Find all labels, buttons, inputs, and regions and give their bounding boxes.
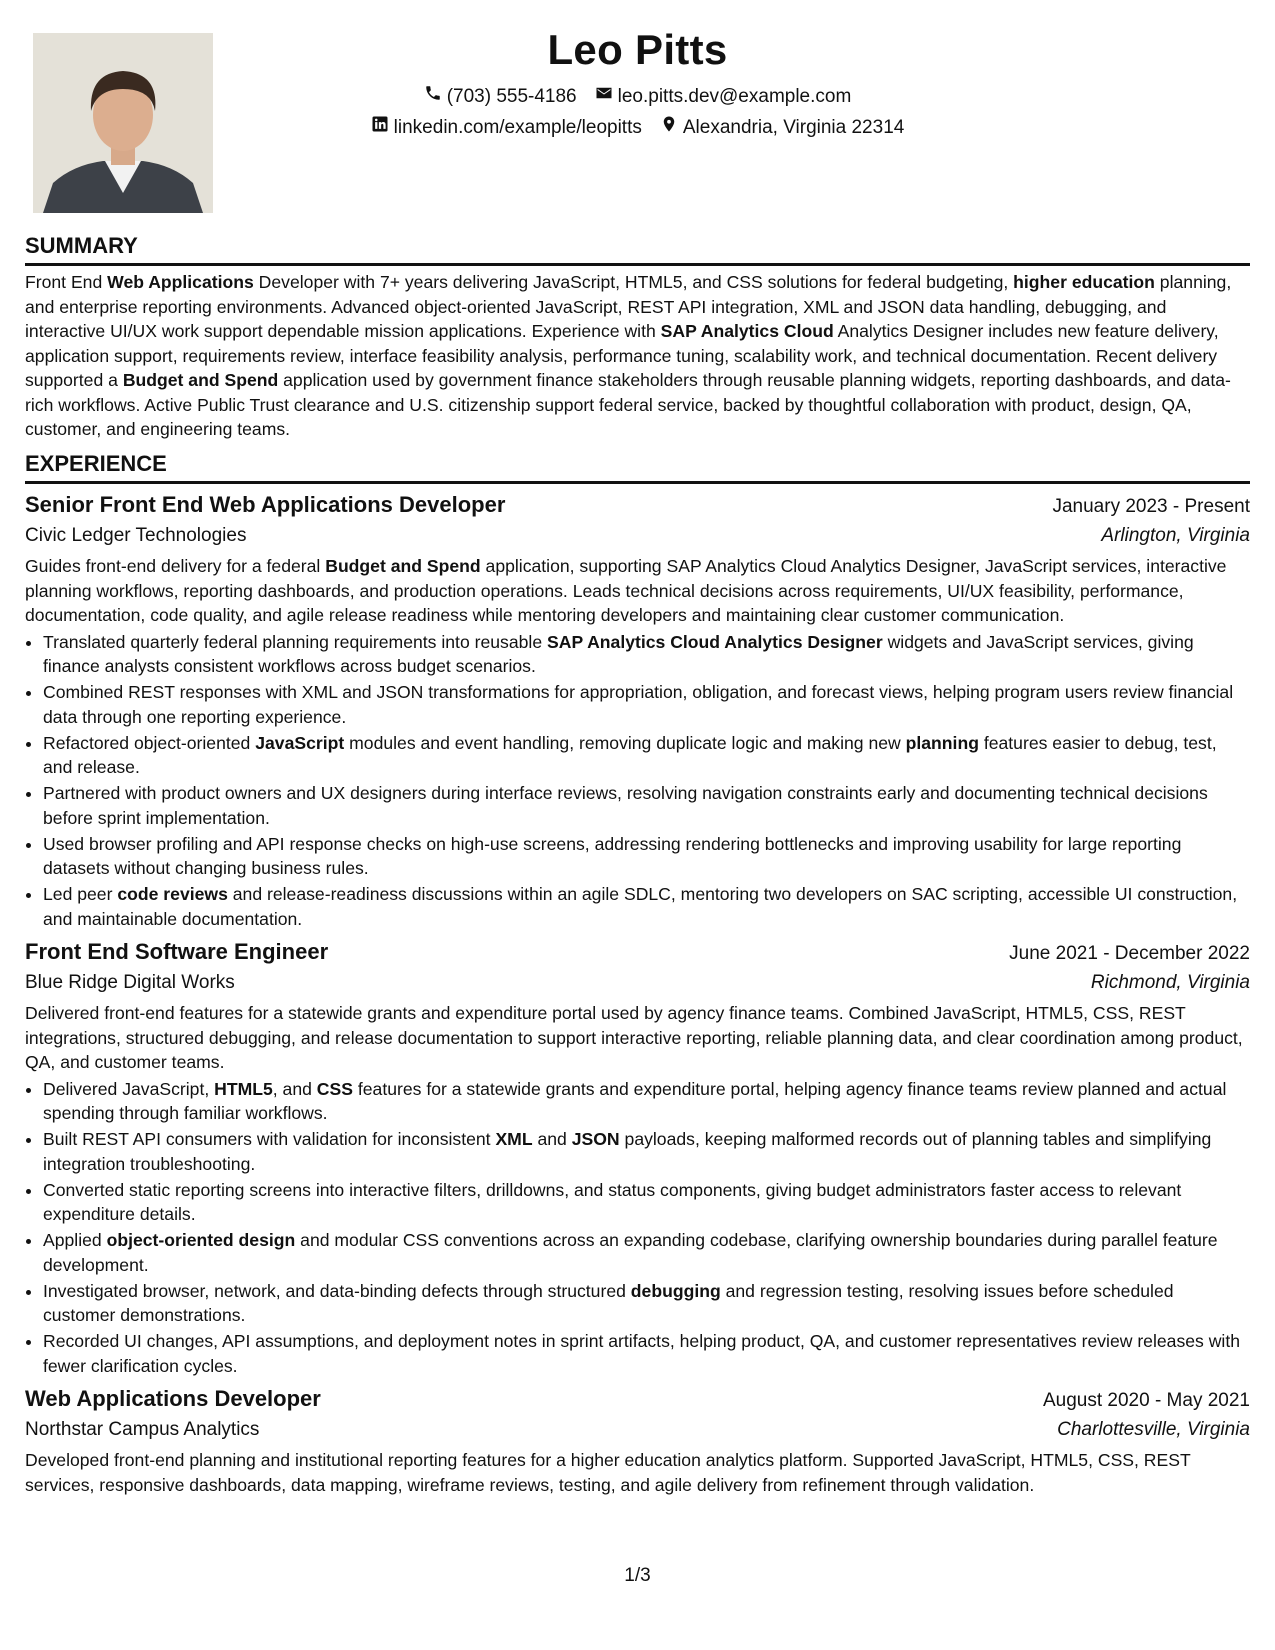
job-description: Delivered front-end features for a statewide grants and expenditure portal used by agency finance teams. Combined JavaScript, HTML5, CSS, REST integrations, structured debugging, and release documentation to support interactive reporting, reliable planning data, and clear coordination among product, QA, and customer teams. (25, 1003, 1243, 1072)
job-entry (25, 490, 1250, 931)
job-description: Developed front-end planning and institutional reporting features for a higher education analytics platform. Supported JavaScript, HTML5, CSS, REST services, responsive dashboards, data mapping, wireframe reviews, testing, and agile delivery from refinement through validation. (25, 1450, 1191, 1495)
job-title: Senior Front End Web Applications Developer (25, 492, 506, 517)
summary-heading: SUMMARY (25, 232, 1250, 266)
list-item: • Applied object-oriented design and modular CSS conventions across an expanding codebase, clarifying ownership boundaries during parallel feature development. (43, 1228, 1250, 1277)
phone-icon (424, 84, 442, 109)
job-company: Civic Ledger Technologies (25, 525, 247, 546)
contact-location (660, 115, 904, 140)
linkedin-icon (371, 115, 389, 140)
list-item: • Combined REST responses with XML and JSON transformations for appropriation, obligation, and forecast views, helping program users review financial data through one reporting experience. (43, 680, 1250, 729)
location-text: Alexandria, Virginia 22314 (682, 116, 905, 138)
page-number: 1/3 (624, 1565, 651, 1586)
phone-number: (703) 555-4186 (446, 85, 577, 107)
list-item: • Translated quarterly federal planning requirements into reusable SAP Analytics Cloud Analytics Designer widgets and JavaScript services, giving finance analysts consistent workflows across budget scenarios. (43, 630, 1250, 679)
list-item: • Converted static reporting screens into interactive filters, drilldowns, and status components, giving budget administrators faster access to relevant expenditure details. (43, 1178, 1250, 1227)
list-item: • Built REST API consumers with validation for inconsistent XML and JSON payloads, keeping malformed records out of planning tables and simplifying integration troubleshooting. (43, 1127, 1250, 1176)
summary-section (25, 232, 1250, 442)
job-location: Charlottesville, Virginia (1057, 1419, 1250, 1440)
email-address[interactable]: leo.pitts.dev@example.com (617, 85, 852, 107)
job-bullets (25, 630, 1250, 932)
job-dates: January 2023 - Present (1052, 496, 1250, 517)
experience-section (25, 450, 1250, 1497)
contact-phone (424, 84, 577, 109)
summary-text: Front End Web Applications Developer with 7+ years delivering JavaScript, HTML5, and CSS solutions for federal budgeting, higher education planning, and enterprise reporting environments. Advanced object-oriented JavaScript, REST API integration, XML and JSON data handling, debugging, and interactive UI/UX work support dependable mission applications. Experience with SAP Analytics Cloud Analytics Designer includes new feature delivery, application support, requirements review, interface feasibility analysis, performance tuning, scalability work, and technical documentation. Recent delivery supported a Budget and Spend application used by government finance stakeholders through reusable planning widgets, reporting dashboards, and data-rich workflows. Active Public Trust clearance and U.S. citizenship support federal service, backed by thoughtful collaboration with product, design, QA, customer, and engineering teams. (25, 272, 1232, 439)
job-dates: August 2020 - May 2021 (1042, 1390, 1250, 1411)
linkedin-url[interactable]: linkedin.com/example/leopitts (393, 116, 642, 138)
contact-linkedin[interactable] (371, 115, 642, 140)
list-item: • Recorded UI changes, API assumptions, and deployment notes in sprint artifacts, helping product, QA, and customer representatives review releases with fewer clarification cycles. (43, 1329, 1250, 1378)
list-item: • Used browser profiling and API response checks on high-use screens, addressing rendering bottlenecks and improving usability for large reporting datasets without changing business rules. (43, 832, 1250, 881)
job-company: Northstar Campus Analytics (25, 1419, 260, 1440)
job-entry (25, 937, 1250, 1378)
job-title: Web Applications Developer (25, 1386, 321, 1411)
job-entry (25, 1384, 1250, 1497)
job-description: Guides front-end delivery for a federal Budget and Spend application, supporting SAP Analytics Cloud Analytics Designer, JavaScript services, interactive planning workflows, reporting dashboards, and production operations. Leads technical decisions across requirements, UI/UX feasibility, performance, documentation, code quality, and agile release readiness while mentoring developers and maintaining clear customer communication. (25, 556, 1227, 625)
job-title: Front End Software Engineer (25, 939, 329, 964)
candidate-name: Leo Pitts (547, 26, 728, 73)
envelope-icon (595, 84, 613, 109)
job-company: Blue Ridge Digital Works (25, 972, 235, 993)
list-item: • Investigated browser, network, and data-binding defects through structured debugging and regression testing, resolving issues before scheduled customer demonstrations. (43, 1279, 1250, 1328)
list-item: • Led peer code reviews and release-readiness discussions within an agile SDLC, mentoring two developers on SAC scripting, accessible UI construction, and maintainable documentation. (43, 882, 1250, 931)
job-location: Richmond, Virginia (1090, 972, 1250, 993)
map-pin-icon (660, 115, 678, 140)
contact-line-2 (25, 115, 1250, 140)
resume-header (25, 22, 1250, 140)
job-location: Arlington, Virginia (1101, 525, 1250, 546)
job-dates: June 2021 - December 2022 (1009, 943, 1250, 964)
contact-line-1 (25, 84, 1250, 109)
list-item: • Partnered with product owners and UX designers during interface reviews, resolving navigation constraints early and documenting technical decisions before sprint implementation. (43, 781, 1250, 830)
contact-email[interactable] (595, 84, 852, 109)
experience-heading: EXPERIENCE (25, 450, 1250, 484)
job-bullets (25, 1077, 1250, 1379)
list-item: • Refactored object-oriented JavaScript modules and event handling, removing duplicate logic and making new planning features easier to debug, test, and release. (43, 731, 1250, 780)
list-item: • Delivered JavaScript, HTML5, and CSS features for a statewide grants and expenditure portal, helping agency finance teams review planned and actual spending through familiar workflows. (43, 1077, 1250, 1126)
